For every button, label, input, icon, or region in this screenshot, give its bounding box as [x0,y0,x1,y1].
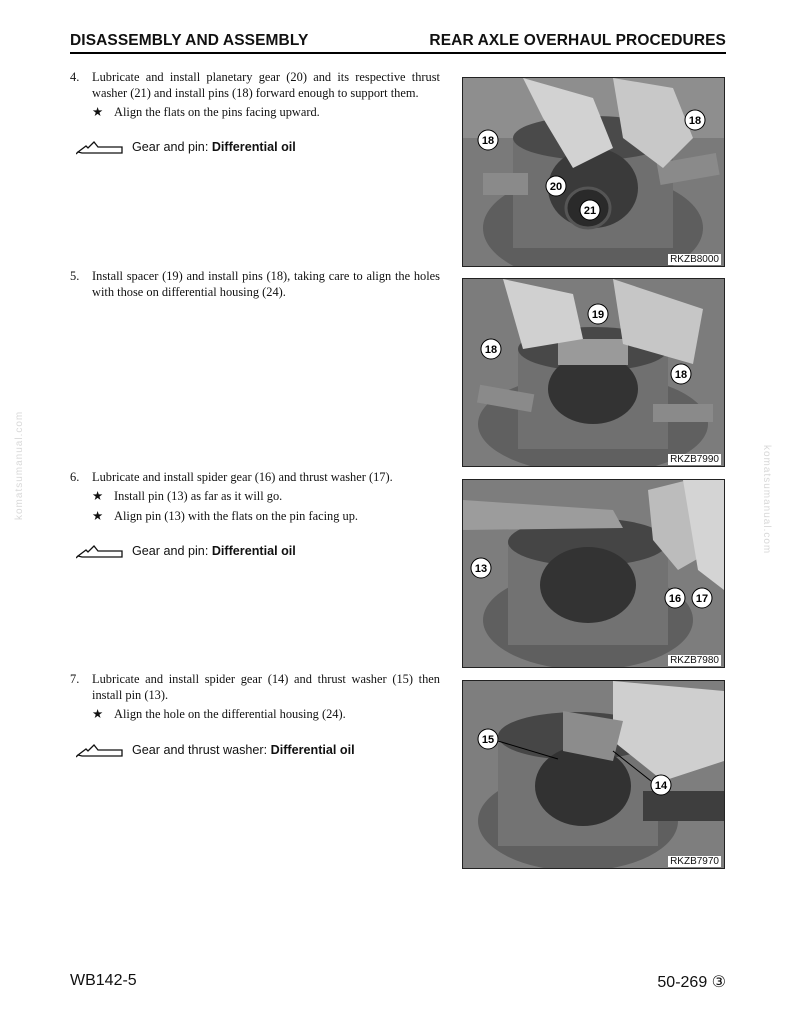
lubricant-label: Gear and thrust washer: [132,743,271,757]
callout-20: 20 [549,181,563,193]
note-text: Align pin (13) with the flats on the pin facing up. [114,509,358,523]
lubricant-label: Gear and pin: [132,140,212,154]
oil-can-icon [76,742,126,760]
star-icon: ★ [92,509,104,523]
step-5 [70,268,440,300]
photo-caption: RKZB7990 [670,454,719,465]
lubricant-value: Differential oil [270,743,355,757]
step-7 [70,671,440,703]
step-4 [70,69,440,101]
callout-15: 15 [481,734,495,746]
model-number: WB142-5 [70,972,137,989]
photo-step-6 [462,479,725,668]
callout-13: 13 [474,563,488,575]
page-number: 50-269 ③ [657,974,726,991]
section-title: DISASSEMBLY AND ASSEMBLY [70,32,309,49]
note [92,706,442,722]
step-number: 6. [70,470,80,484]
step-text: Lubricate and install spider gear (16) and thrust washer (17). [92,470,393,484]
callout-18a: 18 [484,344,498,356]
note-text: Align the flats on the pins facing upward. [114,105,320,119]
callout-18b: 18 [688,115,702,127]
step-text: Lubricate and install planetary gear (20) and its respective thrust washer (21) and install pins (18) forward enough to support them. [92,70,440,100]
callout-21: 21 [583,205,597,217]
watermark-left: komatsumanual.com [14,410,25,520]
star-icon: ★ [92,105,104,119]
step-6 [70,469,440,485]
note [92,488,442,504]
star-icon: ★ [92,489,104,503]
step-number: 4. [70,70,80,84]
step-text: Lubricate and install spider gear (14) and thrust washer (15) then install pin (13). [92,672,440,702]
photo-step-7 [462,680,725,869]
photo-caption: RKZB7970 [670,856,719,867]
oil-can-icon [76,543,126,561]
step-text: Install spacer (19) and install pins (18), taking care to align the holes with those on differential housing (24). [92,269,440,299]
lubricant-value: Differential oil [211,140,296,154]
lubricant-label: Gear and pin: [132,544,212,558]
callout-17: 17 [695,593,709,605]
photo-caption: RKZB7980 [670,655,719,666]
watermark-right: komatsumanual.com [761,445,772,555]
step-number: 5. [70,269,80,283]
callout-16: 16 [668,593,682,605]
photo-step-4 [462,77,725,267]
note-text: Align the hole on the differential housing (24). [114,707,346,721]
note-text: Install pin (13) as far as it will go. [114,489,283,503]
callout-14: 14 [654,780,668,792]
photo-caption: RKZB8000 [670,254,719,265]
photo-step-5 [462,278,725,467]
note [92,508,442,524]
callout-18b: 18 [674,369,688,381]
header-rule [70,52,726,54]
oil-can-icon [76,139,126,157]
lubricant-value: Differential oil [211,544,296,558]
callout-18a: 18 [481,135,495,147]
note [92,104,442,120]
procedure-title: REAR AXLE OVERHAUL PROCEDURES [429,32,726,49]
callout-19: 19 [591,309,605,321]
step-number: 7. [70,672,80,686]
star-icon: ★ [92,707,104,721]
